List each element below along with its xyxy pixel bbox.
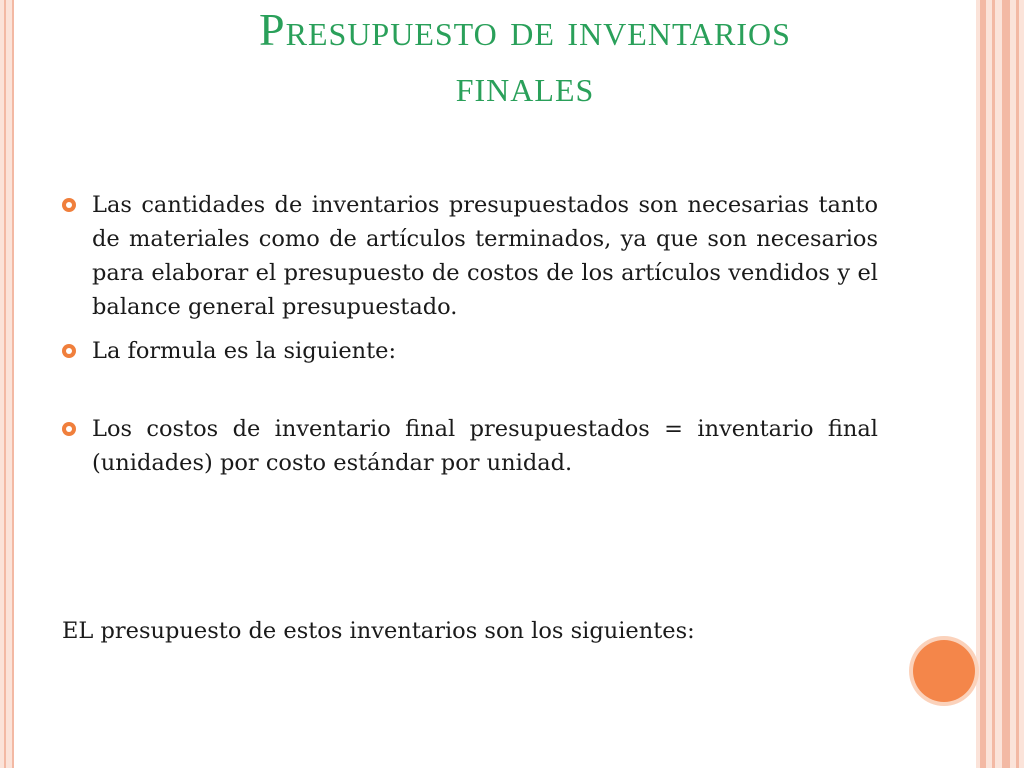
bullet-circle-icon (62, 344, 76, 358)
right-stripe (980, 0, 986, 768)
right-stripe (992, 0, 995, 768)
bullet-circle-icon (62, 198, 76, 212)
title-line-1: Presupuesto de inventarios (259, 4, 791, 55)
right-stripe (1016, 0, 1019, 768)
bullet-list (62, 188, 878, 480)
left-decorative-border (0, 0, 14, 768)
bullet-item (62, 334, 878, 368)
footer-text: EL presupuesto de estos inventarios son los siguientes: (62, 618, 695, 644)
right-stripe (1002, 0, 1010, 768)
bullet-text: Los costos de inventario final presupuestados = inventario final (unidades) por costo estándar por unidad. (92, 416, 878, 476)
bullet-item (62, 412, 878, 480)
bullet-item (62, 188, 878, 324)
bullet-text: Las cantidades de inventarios presupuestados son necesarias tanto de materiales como de artículos terminados, ya que son necesarios para elaborar el presupuesto de costos de los artículos vendidos y el balance general presupuestado. (92, 192, 878, 320)
title-line-2: finales (455, 60, 595, 111)
right-decorative-stripes (976, 0, 1024, 768)
decorative-circle (913, 640, 975, 702)
bullet-text: La formula es la siguiente: (92, 338, 397, 364)
bullet-circle-icon (62, 422, 76, 436)
slide-title (90, 2, 960, 114)
